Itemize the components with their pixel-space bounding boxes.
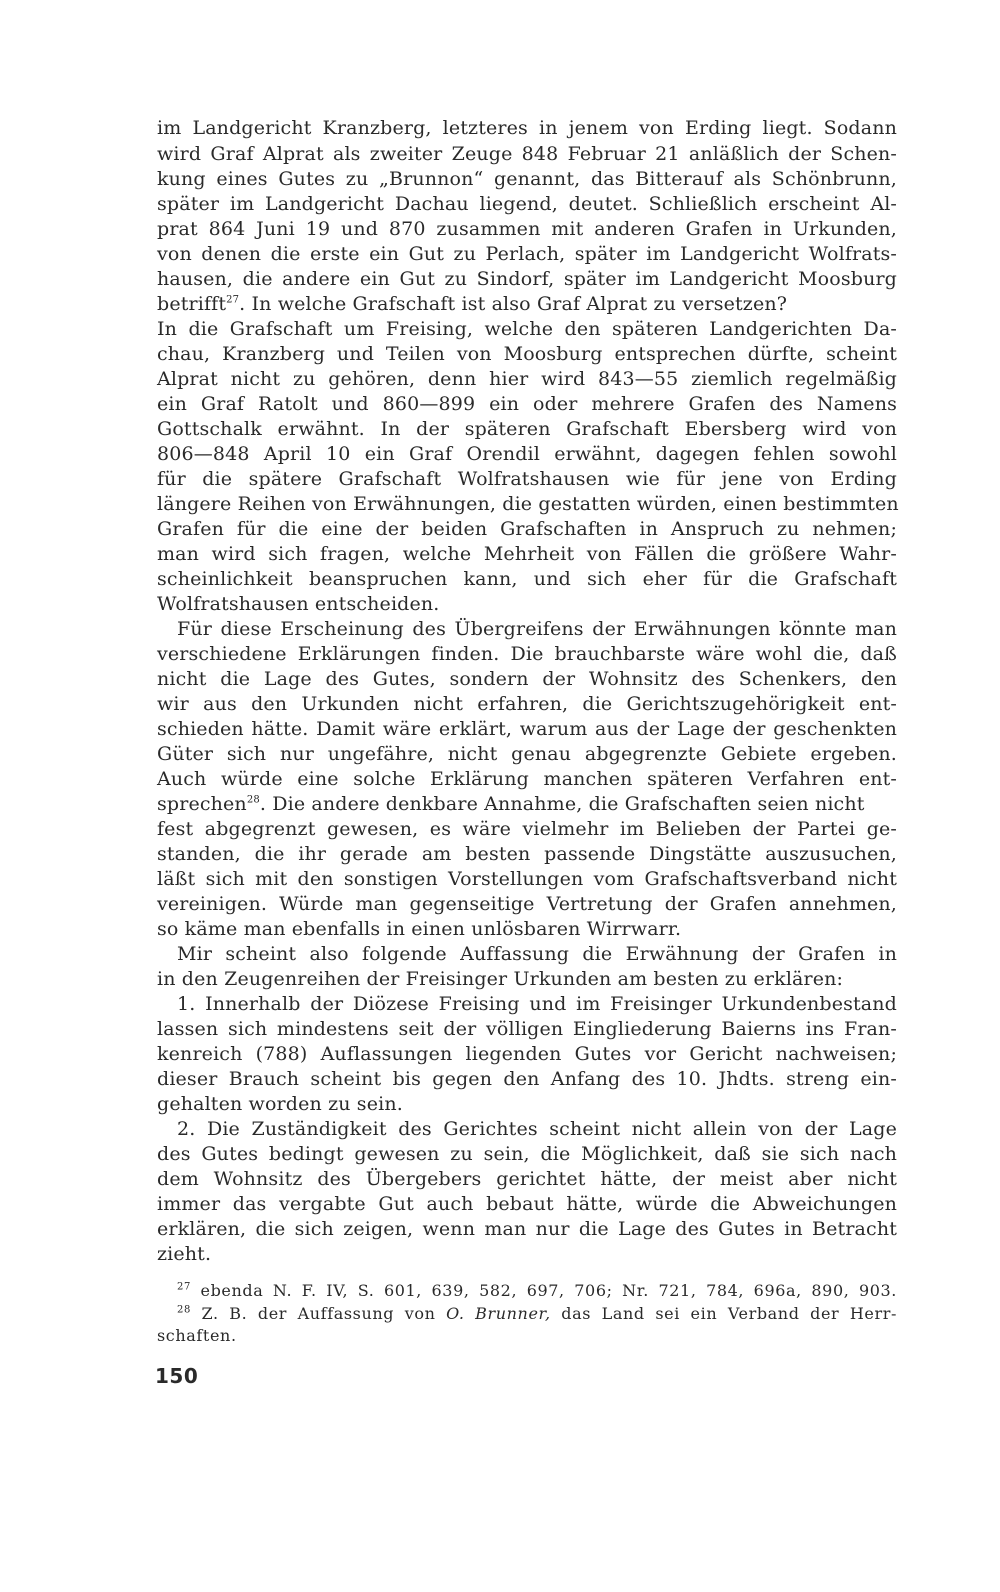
footnote-mark: 27	[226, 294, 240, 306]
body-line-text: sprechen	[157, 793, 247, 815]
footnote-28	[157, 1303, 897, 1325]
footnote-text: Z. B. der Auffassung von	[201, 1304, 447, 1323]
body-line: schieden hätte. Damit wäre erklärt, warum aus der Lage der geschenkten	[157, 718, 897, 740]
body-line: des Gutes bedingt gewesen zu sein, die Möglichkeit, daß sie sich nach	[157, 1143, 897, 1165]
footnote-text: das Land sei ein Verband der Herr-	[550, 1304, 898, 1323]
body-line: Grafen für die eine der beiden Grafschaften in Anspruch zu nehmen;	[157, 518, 897, 540]
body-line: von denen die erste ein Gut zu Perlach, später im Landgericht Wolfrats-	[157, 243, 897, 265]
body-line: gehalten worden zu sein.	[157, 1093, 403, 1115]
footnote-author: O. Brunner,	[446, 1304, 551, 1323]
body-line: Für diese Erscheinung des Übergreifens der Erwähnungen könnte man	[177, 618, 897, 640]
body-line: Mir scheint also folgende Auffassung die Erwähnung der Grafen in	[177, 943, 897, 965]
body-line: im Landgericht Kranzberg, letzteres in jenem von Erding liegt. Sodann	[157, 117, 897, 139]
footnote-number: 28	[177, 1304, 191, 1316]
body-line: in den Zeugenreihen der Freisinger Urkunden am besten zu erklären:	[157, 968, 844, 990]
body-line: lassen sich mindestens seit der völligen Eingliederung Baierns ins Fran-	[157, 1018, 897, 1040]
body-line: wir aus den Urkunden nicht erfahren, die Gerichtszugehörigkeit ent-	[157, 693, 897, 715]
body-line: Auch würde eine solche Erklärung manchen späteren Verfahren ent-	[157, 768, 897, 790]
footnote-number: 27	[177, 1281, 191, 1293]
body-line: chau, Kranzberg und Teilen von Moosburg entsprechen dürfte, scheint	[157, 343, 897, 365]
footnote-mark: 28	[246, 794, 260, 806]
body-line: immer das vergabte Gut auch bebaut hätte, würde die Abweichungen	[157, 1193, 897, 1215]
body-line: In die Grafschaft um Freising, welche den späteren Landgerichten Da-	[157, 318, 897, 340]
body-line: vereinigen. Würde man gegenseitige Vertretung der Grafen annehmen,	[157, 893, 897, 915]
body-line: Wolfratshausen entscheiden.	[157, 593, 440, 615]
body-line: längere Reihen von Erwähnungen, die gestatten würden, einen bestimmten	[157, 493, 899, 515]
body-line: scheinlichkeit beanspruchen kann, und sich eher für die Grafschaft	[157, 568, 897, 590]
page-number: 150	[155, 1364, 199, 1388]
body-line: zieht.	[157, 1243, 212, 1265]
body-line: ein Graf Ratolt und 860—899 ein oder mehrere Grafen des Namens	[157, 393, 897, 415]
body-line: 806—848 April 10 ein Graf Orendil erwähnt, dagegen fehlen sowohl	[157, 443, 897, 465]
body-line: verschiedene Erklärungen finden. Die brauchbarste wäre wohl die, daß	[157, 643, 897, 665]
body-line: 1. Innerhalb der Diözese Freising und im Freisinger Urkundenbestand	[177, 993, 897, 1015]
footnote-27	[157, 1280, 897, 1302]
body-line: Güter sich nur ungefähre, nicht genau abgegrenzte Gebiete ergeben.	[157, 743, 897, 765]
body-line: prat 864 Juni 19 und 870 zusammen mit anderen Grafen in Urkunden,	[157, 218, 897, 240]
body-line: erklären, die sich zeigen, wenn man nur die Lage des Gutes in Betracht	[157, 1218, 897, 1240]
body-line: dem Wohnsitz des Übergebers gerichtet hätte, der meist aber nicht	[157, 1168, 897, 1190]
body-line-text: . In welche Grafschaft ist also Graf Alprat zu versetzen?	[239, 293, 788, 315]
body-line: nicht die Lage des Gutes, sondern der Wohnsitz des Schenkers, den	[157, 668, 897, 690]
body-line-text: . Die andere denkbare Annahme, die Grafschaften seien nicht	[259, 793, 865, 815]
body-line: so käme man ebenfalls in einen unlösbaren Wirrwarr.	[157, 918, 682, 940]
body-line: dieser Brauch scheint bis gegen den Anfang des 10. Jhdts. streng ein-	[157, 1068, 897, 1090]
body-line: fest abgegrenzt gewesen, es wäre vielmehr im Belieben der Partei ge-	[157, 818, 897, 840]
body-line	[157, 791, 897, 817]
body-line	[157, 291, 897, 317]
body-line: später im Landgericht Dachau liegend, deutet. Schließlich erscheint Al-	[157, 193, 897, 215]
body-line: Alprat nicht zu gehören, denn hier wird 843—55 ziemlich regelmäßig	[157, 368, 897, 390]
body-line: läßt sich mit den sonstigen Vorstellungen vom Grafschaftsverband nicht	[157, 868, 897, 890]
footnote-text: ebenda N. F. IV, S. 601, 639, 582, 697, 706; Nr. 721, 784, 696a, 890, 903.	[200, 1281, 897, 1300]
body-line: kung eines Gutes zu „Brunnon“ genannt, das Bitterauf als Schönbrunn,	[157, 168, 897, 190]
body-line: 2. Die Zuständigkeit des Gerichtes scheint nicht allein von der Lage	[177, 1118, 897, 1140]
body-line-text: betrifft	[157, 293, 227, 315]
body-line: kenreich (788) Auflassungen liegenden Gutes vor Gericht nachweisen;	[157, 1043, 897, 1065]
footnote-continuation: schaften.	[157, 1326, 237, 1345]
body-line: wird Graf Alprat als zweiter Zeuge 848 Februar 21 anläßlich der Schen-	[157, 143, 897, 165]
body-line: Gottschalk erwähnt. In der späteren Grafschaft Ebersberg wird von	[157, 418, 897, 440]
body-line: standen, die ihr gerade am besten passende Dingstätte auszusuchen,	[157, 843, 897, 865]
body-line: für die spätere Grafschaft Wolfratshausen wie für jene von Erding	[157, 468, 897, 490]
body-line: man wird sich fragen, welche Mehrheit von Fällen die größere Wahr-	[157, 543, 897, 565]
body-line: hausen, die andere ein Gut zu Sindorf, später im Landgericht Moosburg	[157, 268, 897, 290]
